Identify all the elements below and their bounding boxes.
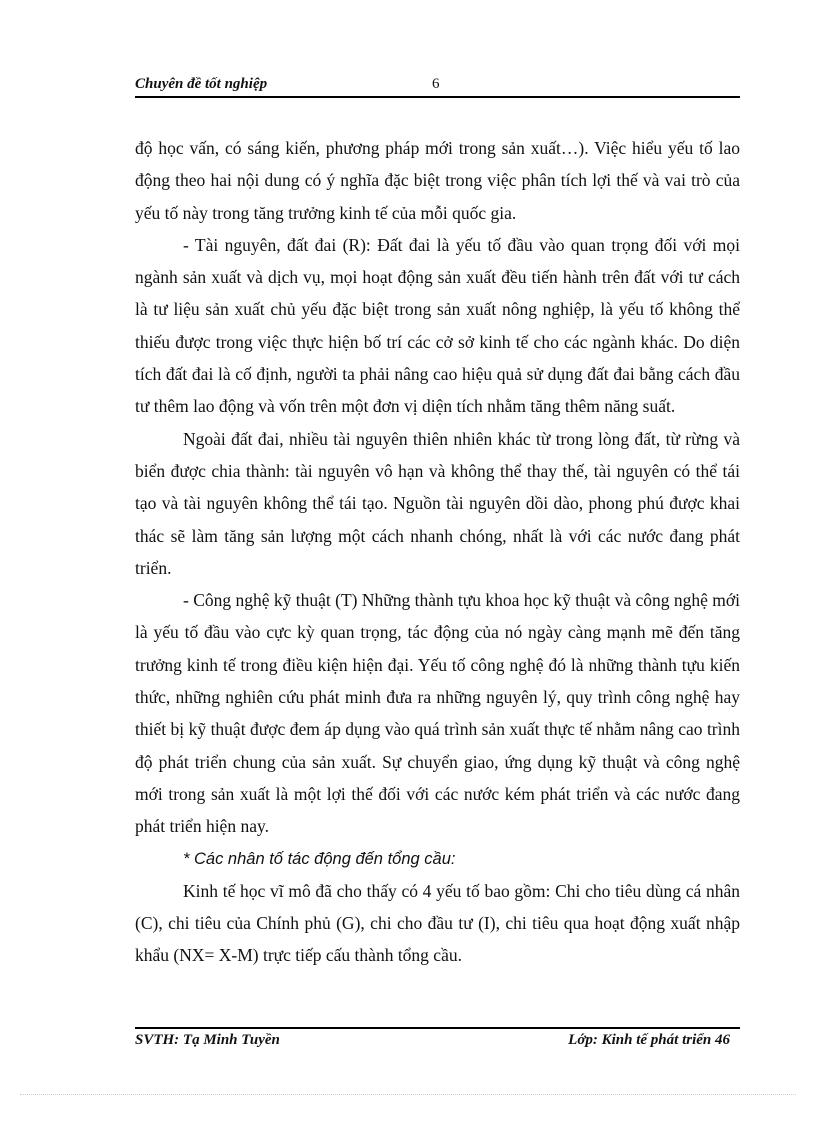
footer-author: SVTH: Tạ Minh Tuyền (135, 1032, 280, 1048)
paragraph-natural-resources: Ngoài đất đai, nhiều tài nguyên thiên nhiên khác từ trong lòng đất, từ rừng và biển được chia thành: tài nguyên vô hạn và không thể thay thế, tài nguyên có thể tái tạo và tài nguyên không thể tái tạo. Nguồn tài nguyên dồi dào, phong phú được khai thác sẽ làm tăng sản lượng một cách nhanh chóng, nhất là với các nước đang phát triển. (135, 428, 740, 578)
page-bottom-divider (20, 1094, 796, 1095)
page-content (135, 132, 740, 972)
page-footer (135, 1027, 740, 1051)
paragraph-labor-continued: độ học vấn, có sáng kiến, phương pháp mới trong sản xuất…). Việc hiểu yếu tố lao động theo hai nội dung có ý nghĩa đặc biệt trong việc phân tích lợi thế và vai trò của yếu tố này trong tăng trưởng kinh tế của mỗi quốc gia. (135, 138, 740, 223)
section-heading-aggregate-demand: * Các nhân tố tác động đến tổng cầu: (183, 849, 456, 868)
page-header (135, 76, 740, 98)
page-number: 6 (432, 76, 440, 92)
footer-class: Lớp: Kinh tế phát triển 46 (568, 1032, 730, 1048)
paragraph-aggregate-demand: Kinh tế học vĩ mô đã cho thấy có 4 yếu tố bao gồm: Chi cho tiêu dùng cá nhân (C), chi tiêu của Chính phủ (G), chi cho đầu tư (I), chi tiêu qua hoạt động xuất nhập khẩu (NX= X-M) trực tiếp cấu thành tổng cầu. (135, 880, 740, 966)
paragraph-technology: - Công nghệ kỹ thuật (T) Những thành tựu khoa học kỹ thuật và công nghệ mới là yếu tố đầu vào cực kỳ quan trọng, tác động của nó ngày càng mạnh mẽ đến tăng trưởng kinh tế trong điều kiện hiện đại. Yếu tố công nghệ đó là những thành tựu kiến thức, những nghiên cứu phát minh đưa ra những nguyên lý, quy trình công nghệ hay thiết bị kỹ thuật được đem áp dụng vào quá trình sản xuất thực tế nhằm nâng cao trình độ phát triển chung của sản xuất. Sự chuyển giao, ứng dụng kỹ thuật và công nghệ mới trong sản xuất là một lợi thế đối với các nước kém phát triển và các nước đang phát triển hiện nay. (135, 590, 741, 837)
document-title: Chuyên đề tốt nghiệp (135, 76, 268, 92)
paragraph-land-resources: - Tài nguyên, đất đai (R): Đất đai là yếu tố đầu vào quan trọng đối với mọi ngành sản xuất và dịch vụ, mọi hoạt động sản xuất đều tiến hành trên đất với tư cách là tư liệu sản xuất chủ yếu đặc biệt trong sản xuất nông nghiệp, là yếu tố không thể thiếu được trong việc thực hiện bố trí các cở sở kinh tế cho các ngành khác. Do diện tích đất đai là cố định, người ta phải nâng cao hiệu quả sử dụng đất đai bằng cách đầu tư thêm lao động và vốn trên một đơn vị diện tích nhằm tăng thêm năng suất. (135, 234, 740, 417)
